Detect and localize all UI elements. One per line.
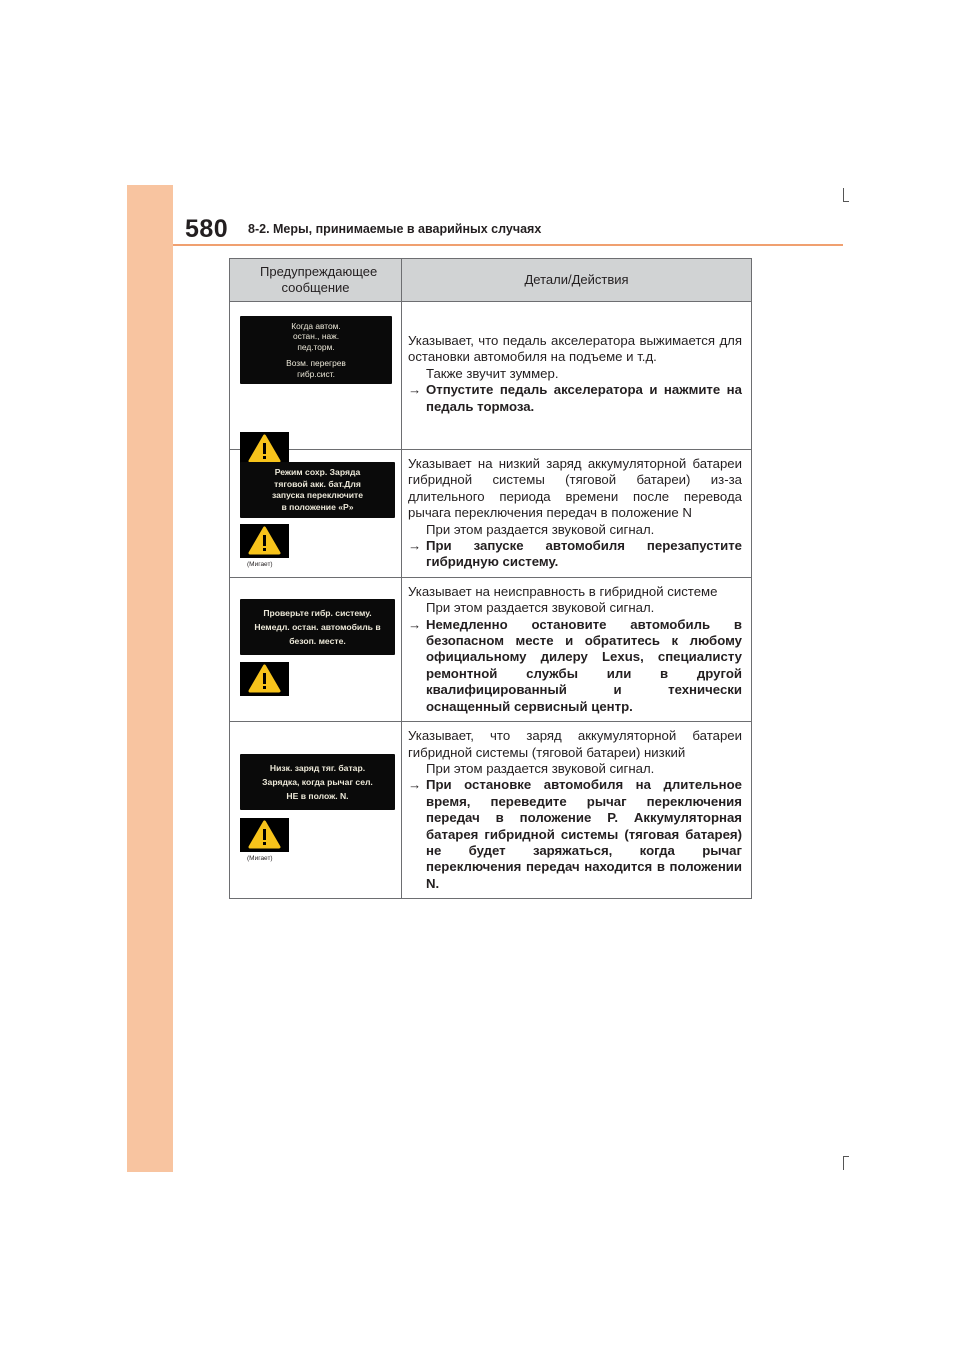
message-image-cell xyxy=(230,450,402,578)
header-message: Предупреждающее сообщение xyxy=(230,259,402,302)
screen-line: гибр.сист. xyxy=(297,368,335,379)
screen-line: Зарядка, когда рычаг сел. xyxy=(262,777,373,788)
details-cell xyxy=(402,577,752,721)
crop-mark-bottom xyxy=(843,1156,844,1170)
screen-line: Возм. перегрев xyxy=(286,358,346,369)
screen-line: запуска переключите xyxy=(271,490,364,500)
warning-triangle-icon xyxy=(240,524,289,558)
warning-triangle-icon xyxy=(240,662,289,696)
blink-label: (Мигает) xyxy=(247,561,273,568)
action-item xyxy=(408,382,742,415)
details-cell xyxy=(402,450,752,578)
arrow-icon: → xyxy=(408,382,422,398)
warning-message-table xyxy=(229,258,752,899)
display-screen xyxy=(240,316,392,384)
header-details: Детали/Действия xyxy=(402,259,752,302)
crop-mark-bottom-tick xyxy=(843,1156,849,1157)
note: При этом раздается звуковой сигнал. xyxy=(426,760,655,776)
message-image-cell xyxy=(230,722,402,899)
screen-line: НЕ в полож. N. xyxy=(286,791,349,802)
screen-line: Низк. заряд тяг. батар. xyxy=(269,763,366,774)
note: При этом раздается звуковой сигнал. xyxy=(426,521,655,537)
screen-line: тяговой акк. бат.Для xyxy=(274,478,361,489)
note: При этом раздается звуковой сигнал. xyxy=(426,600,655,616)
header-divider xyxy=(173,244,843,246)
screen-line: Проверьте гибр. систему. xyxy=(263,607,372,618)
crop-mark-top-tick xyxy=(843,201,849,202)
display-screen xyxy=(240,462,395,518)
chapter-side-tab xyxy=(127,185,173,1172)
screen-line: в положение «P» xyxy=(281,501,354,512)
arrow-icon: → xyxy=(408,616,422,632)
crop-mark-top xyxy=(843,188,844,202)
section-title: 8-2. Меры, принимаемые в аварийных случаях xyxy=(248,222,542,236)
screen-line: Немедл. остан. автомобиль в xyxy=(254,621,381,632)
blink-label: (Мигает) xyxy=(247,855,273,863)
message-image-cell xyxy=(230,577,402,721)
table-header-row xyxy=(230,259,752,302)
table-row xyxy=(230,302,752,450)
action-text: Немедленно остановите автомобиль в безопасном месте и обратитесь к любому официальному дилеру Lexus, специалисту ремонтной службы или в другой квалифицированный и технически оснащенный сервисный центр. xyxy=(426,616,742,714)
details-cell xyxy=(402,722,752,899)
description: Указывает, что заряд аккумуляторной батареи гибридной системы (тяговой батареи) низкий xyxy=(408,728,742,760)
table-row xyxy=(230,450,752,578)
note: Также звучит зуммер. xyxy=(426,365,559,381)
description: Указывает на неисправность в гибридной системе xyxy=(408,583,718,599)
screen-line: пед.торм. xyxy=(297,341,335,352)
screen-line: остан., наж. xyxy=(292,331,340,342)
table-row xyxy=(230,577,752,721)
description: Указывает на низкий заряд аккумуляторной батареи гибридной системы (тяговой батареи) из-за длительного периода времени после перевода рычага переключения передач в положение N xyxy=(408,456,742,521)
description: Указывает, что педаль акселератора выжимается для остановки автомобиля на подъеме и т.д. xyxy=(408,333,742,365)
arrow-icon: → xyxy=(408,777,422,793)
page-number: 580 xyxy=(185,215,229,243)
arrow-icon: → xyxy=(408,538,422,554)
display-screen xyxy=(240,599,395,655)
details-cell xyxy=(402,302,752,450)
screen-line: безоп. месте. xyxy=(289,635,346,646)
warning-triangle-icon xyxy=(240,818,289,852)
screen-line: Режим сохр. Заряда xyxy=(274,467,361,477)
table-row xyxy=(230,722,752,899)
display-screen xyxy=(240,754,395,810)
screen-line: Когда автом. xyxy=(291,320,341,331)
action-item xyxy=(408,617,742,715)
action-item xyxy=(408,777,742,892)
message-image-cell xyxy=(230,302,402,450)
action-text: При запуске автомобиля перезапустите гибридную систему. xyxy=(426,538,742,570)
action-text: Отпустите педаль акселератора и нажмите на педаль тормоза. xyxy=(426,382,742,414)
action-item xyxy=(408,538,742,571)
action-text: При остановке автомобиля на длительное время, переведите рычаг переключения передач в положение P. Аккумуляторная батарея гибридной системы (тяговая батарея) не будет заряжаться, когда рычаг переключения передач находится в положении N. xyxy=(426,777,742,891)
